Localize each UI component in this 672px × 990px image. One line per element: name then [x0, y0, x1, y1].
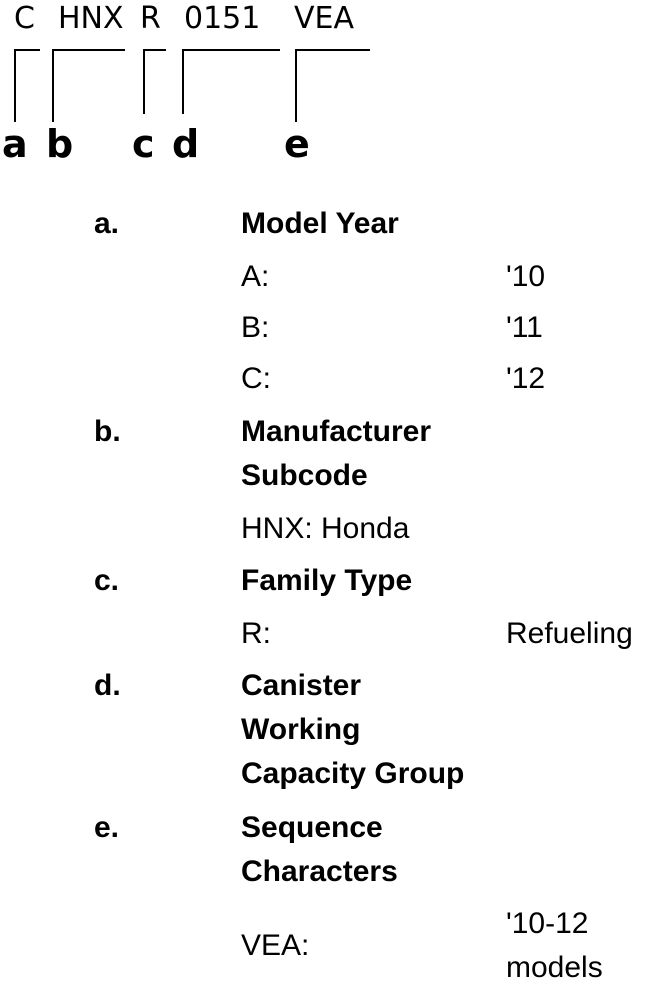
model-year-code-c: C: — [241, 362, 271, 395]
legend-letter-d: d. — [94, 669, 121, 702]
legend-title-sequence-line1: Sequence — [241, 811, 383, 844]
family-type-value: Refueling — [506, 617, 633, 650]
model-year-value-a: '10 — [506, 260, 546, 293]
manufacturer-entry: HNX: Honda — [241, 512, 410, 545]
code-part-family-type: R — [140, 1, 161, 36]
legend-letter-b: b. — [94, 415, 121, 448]
segment-label-d: d — [172, 122, 200, 166]
legend-title-manufacturer-line2: Subcode — [241, 459, 368, 492]
model-year-code-b: B: — [241, 311, 270, 344]
family-type-code: R: — [241, 617, 271, 650]
legend-title-model-year: Model Year — [241, 207, 399, 240]
code-part-capacity-group: 0151 — [184, 1, 261, 36]
legend-title-sequence-line2: Characters — [241, 855, 398, 888]
legend-letter-e: e. — [94, 811, 120, 844]
sequence-value-line1: '10-12 — [506, 907, 589, 940]
code-part-manufacturer: HNX — [58, 1, 124, 36]
sequence-code: VEA: — [241, 929, 310, 962]
model-year-value-c: '12 — [506, 362, 546, 395]
legend-title-capacity-line1: Canister — [241, 669, 362, 702]
legend-title-capacity-line3: Capacity Group — [241, 757, 465, 790]
code-part-model-year: C — [14, 1, 35, 36]
legend-title-family-type: Family Type — [241, 564, 413, 597]
sequence-value-line2: models — [506, 951, 603, 984]
legend-letter-c: c. — [94, 564, 120, 597]
legend-title-manufacturer-line1: Manufacturer — [241, 415, 432, 448]
segment-label-c: c — [132, 122, 155, 166]
segment-label-e: e — [284, 122, 310, 166]
code-part-sequence: VEA — [294, 1, 354, 36]
model-year-value-b: '11 — [506, 311, 543, 344]
segment-label-b: b — [46, 122, 74, 166]
segment-label-a: a — [2, 122, 28, 166]
legend-title-capacity-line2: Working — [241, 713, 361, 746]
model-year-code-a: A: — [241, 260, 270, 293]
legend-letter-a: a. — [94, 207, 120, 240]
